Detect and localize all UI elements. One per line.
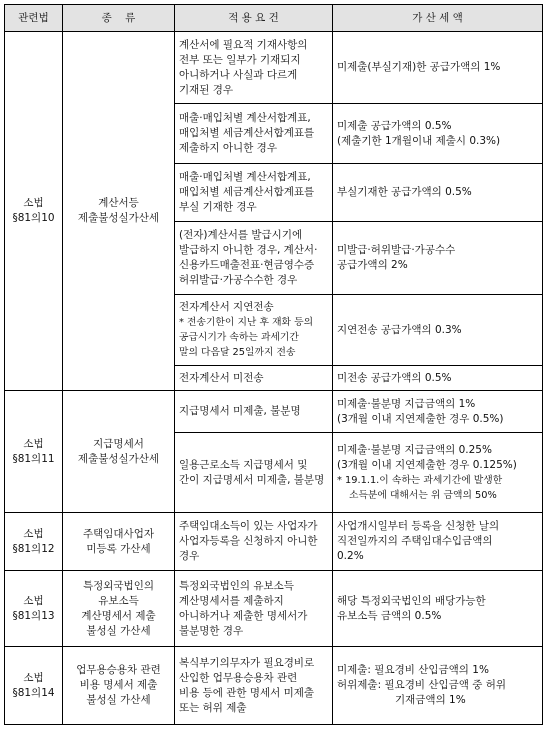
law-cell [5, 391, 63, 513]
requirement-text: 전자계산서 지연전송 [179, 301, 274, 313]
penalty-text: 미전송 공급가액의 0.5% [337, 371, 452, 384]
law-text: 소법 [23, 527, 44, 540]
requirement-text: 계산명세서를 제출하지 [179, 594, 284, 607]
requirement-text: 지급명세서 미제출, 불분명 [179, 405, 301, 417]
law-text: §81의13 [12, 609, 55, 622]
kind-text: 제출불성실가산세 [77, 452, 160, 465]
penalty-text: 사업개시일부터 등록을 신청한 날의 [337, 520, 500, 532]
requirement-text: 매입처별 세금계산서합계표를 [179, 127, 315, 139]
requirement-text: 일용근로소득 지급명세서 및 [179, 458, 308, 471]
requirement-note: 말의 다음달 25일까지 전송 [179, 347, 296, 358]
requirement-text: 아니하거나 사실과 다르게 [179, 68, 298, 81]
requirement-note: * 전송기한이 지난 후 재화 등의 [179, 317, 314, 328]
kind-text: 미등록 가산세 [86, 542, 151, 555]
kind-text: 계산서등 [98, 197, 139, 209]
penalty-text: 미제출·불분명 지급금액의 1% [337, 397, 476, 410]
requirement-text: 또는 허위 제출 [179, 701, 247, 714]
requirement-text: 산입한 업무용승용차 관련 [179, 671, 298, 684]
penalty-cell [333, 164, 543, 222]
header-law: 관련법 [5, 5, 63, 32]
kind-text: 업무용승용차 관련 [76, 664, 161, 676]
kind-text: 불성실 가산세 [86, 624, 151, 637]
requirement-text: 특정외국법인의 유보소득 [179, 579, 294, 592]
table-row [5, 32, 543, 104]
requirement-note: 공급시기가 속하는 과세기간 [179, 332, 299, 343]
table-row [5, 647, 543, 725]
requirement-text: 복식부기의무자가 필요경비로 [179, 656, 315, 669]
penalty-text: 유보소득 금액의 0.5% [337, 609, 442, 622]
requirement-text: 신용카드매출전표·현금영수증 [179, 259, 315, 271]
penalty-text: 해당 특정외국법인의 배당가능한 [337, 594, 486, 607]
law-text: 소법 [23, 197, 44, 209]
header-penalty: 가 산 세 액 [333, 5, 543, 32]
law-text: §81의14 [12, 686, 55, 699]
requirement-cell [175, 366, 333, 391]
requirement-text: 경우 [179, 550, 200, 562]
penalty-text: 직전일까지의 주택임대수입금액의 [337, 535, 493, 547]
requirement-cell [175, 295, 333, 366]
requirement-text: 허위발급·가공수수한 경우 [179, 274, 298, 286]
kind-text: 특정외국법인의 [82, 579, 154, 592]
requirement-cell [175, 433, 333, 513]
penalty-text: (3개월 이내 지연제출한 경우 0.5%) [337, 412, 504, 425]
table-row [5, 571, 543, 647]
requirement-cell [175, 571, 333, 647]
requirement-text: 부실 기재한 경우 [179, 201, 257, 213]
penalty-text: (3개월 이내 지연제출한 경우 0.125%) [337, 458, 517, 471]
law-text: 소법 [23, 437, 44, 450]
penalty-cell [333, 366, 543, 391]
kind-text: 비용 명세서 제출 [79, 679, 158, 691]
requirement-cell [175, 104, 333, 164]
penalty-cell [333, 32, 543, 104]
kind-cell [63, 571, 175, 647]
penalty-cell [333, 647, 543, 725]
requirement-cell [175, 164, 333, 222]
requirement-text: 간이 지급명세서 미제출, 불분명 [179, 473, 325, 486]
header-requirement: 적 용 요 건 [175, 5, 333, 32]
requirement-text: 제출하지 아니한 경우 [179, 142, 277, 154]
kind-text: 유보소득 [98, 594, 139, 607]
penalty-cell [333, 433, 543, 513]
penalty-text: 공급가액의 2% [337, 259, 408, 271]
penalty-text: (제출기한 1개월이내 제출시 0.3%) [337, 134, 501, 147]
table-row [5, 391, 543, 433]
penalty-text: 지연전송 공급가액의 0.3% [337, 323, 462, 336]
header-row [5, 5, 543, 32]
kind-text: 불성실 가산세 [86, 694, 151, 706]
requirement-cell [175, 222, 333, 295]
penalty-cell [333, 295, 543, 366]
requirement-text: (전자)계산서를 발급시기에 [179, 229, 303, 241]
requirement-text: 아니하거나 제출한 명세서가 [179, 609, 308, 622]
requirement-text: 계산서에 필요적 기재사항의 [179, 38, 308, 51]
penalty-note: * 19.1.1.이 속하는 과세기간에 발생한 [337, 474, 503, 486]
penalty-table [4, 4, 543, 725]
penalty-text: 미제출: 필요경비 산입금액의 1% [337, 664, 489, 676]
penalty-cell [333, 104, 543, 164]
law-cell [5, 571, 63, 647]
requirement-text: 전자계산서 미전송 [179, 371, 264, 384]
law-text: 소법 [23, 671, 44, 684]
law-cell [5, 647, 63, 725]
requirement-text: 사업자등록을 신청하지 아니한 [179, 535, 318, 547]
kind-cell [63, 32, 175, 391]
requirement-text: 불분명한 경우 [179, 624, 244, 637]
penalty-text: 기재금액의 1% [395, 694, 466, 706]
kind-cell [63, 513, 175, 571]
penalty-text: 허위제출: 필요경비 산입금액 중 허위 [337, 679, 507, 691]
law-cell [5, 513, 63, 571]
law-text: §81의10 [12, 212, 55, 224]
requirement-text: 주택임대소득이 있는 사업자가 [179, 520, 318, 532]
law-text: 소법 [23, 594, 44, 607]
penalty-text: 0.2% [337, 550, 364, 562]
requirement-text: 매출·매입처별 계산서합계표, [179, 112, 311, 124]
law-text: §81의11 [12, 452, 55, 465]
kind-text: 계산명세서 제출 [81, 609, 156, 622]
requirement-text: 기재된 경우 [179, 83, 234, 96]
requirement-cell [175, 391, 333, 433]
penalty-cell [333, 391, 543, 433]
kind-text: 제출불성실가산세 [77, 212, 160, 224]
penalty-text: 미제출 공급가액의 0.5% [337, 119, 452, 132]
requirement-cell [175, 647, 333, 725]
kind-cell [63, 647, 175, 725]
penalty-text: 미발급·허위발급·가공수수 [337, 244, 456, 256]
penalty-note: 소득분에 대해서는 위 금액의 50% [349, 489, 497, 501]
table-row [5, 513, 543, 571]
law-cell [5, 32, 63, 391]
kind-text: 지급명세서 [93, 437, 144, 450]
penalty-cell [333, 571, 543, 647]
requirement-text: 발급하지 아니한 경우, 계산서· [179, 244, 318, 256]
requirement-cell [175, 32, 333, 104]
penalty-text: 미제출·불분명 지급금액의 0.25% [337, 443, 492, 456]
law-text: §81의12 [12, 542, 55, 555]
penalty-cell [333, 513, 543, 571]
requirement-text: 전부 또는 일부가 기재되지 [179, 53, 301, 66]
penalty-text: 부실기재한 공급가액의 0.5% [337, 186, 472, 198]
penalty-cell [333, 222, 543, 295]
requirement-text: 매입처별 세금계산서합계표를 [179, 186, 315, 198]
header-kind: 종 류 [63, 5, 175, 32]
requirement-text: 매출·매입처별 계산서합계표, [179, 171, 311, 183]
requirement-text: 비용 등에 관한 명세서 미제출 [179, 686, 315, 699]
kind-cell [63, 391, 175, 513]
kind-text: 주택임대사업자 [82, 527, 154, 540]
requirement-cell [175, 513, 333, 571]
penalty-text: 미제출(부실기재)한 공급가액의 1% [337, 61, 501, 73]
